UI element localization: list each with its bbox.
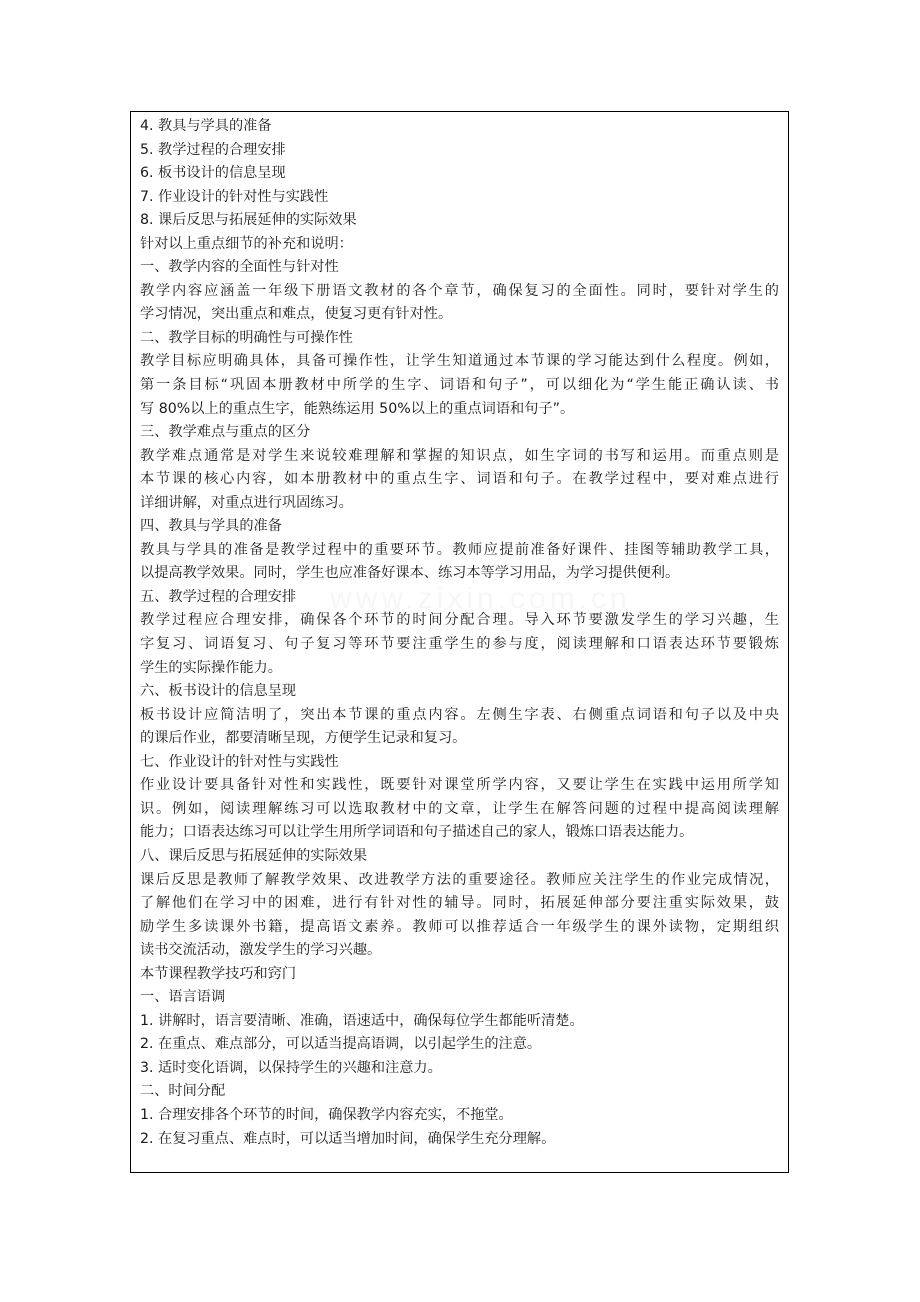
text-line: 5. 教学过程的合理安排 [140,141,286,158]
text-line: 六、板书设计的信息呈现 [140,683,297,700]
text-line: 学生的实际操作能力。 [140,659,282,676]
text-line: 第一条目标“巩固本册教材中所学的生字、词语和句子”，可以细化为“学生能正确认读、书 [140,377,779,394]
text-line: 学习情况，突出重点和难点，使复习更有针对性。 [140,306,453,323]
text-line: 本节课程教学技巧和窍门 [140,965,297,982]
text-line: 二、时间分配 [140,1083,226,1100]
text-line: 教学难点通常是对学生来说较难理解和掌握的知识点，如生字词的书写和运用。而重点则是 [140,447,779,464]
text-line: 七、作业设计的针对性与实践性 [140,753,339,770]
text-line: 详细讲解，对重点进行巩固练习。 [140,494,353,511]
text-line: 四、教具与学具的准备 [140,518,282,535]
text-line: 3. 适时变化语调，以保持学生的兴趣和注意力。 [140,1059,442,1076]
text-line: 一、教学内容的全面性与针对性 [140,259,339,276]
text-line: 针对以上重点细节的补充和说明： [140,235,353,252]
text-line: 二、教学目标的明确性与可操作性 [140,329,353,346]
text-line: 教学内容应涵盖一年级下册语文教材的各个章节，确保复习的全面性。同时，要针对学生的 [140,282,779,299]
text-line: 8. 课后反思与拓展延伸的实际效果 [140,212,357,229]
text-line: 字复习、词语复习、句子复习等环节要注重学生的参与度，阅读理解和口语表达环节要锻炼 [140,636,779,653]
text-line: 作业设计要具备针对性和实践性，既要针对课堂所学内容，又要让学生在实践中运用所学知 [140,777,779,794]
text-line: 八、课后反思与拓展延伸的实际效果 [140,847,368,864]
text-line: 2. 在复习重点、难点时，可以适当增加时间，确保学生充分理解。 [140,1130,556,1147]
document-table-cell [130,111,789,1173]
text-line: 1. 讲解时，语言要清晰、准确，语速适中，确保每位学生都能听清楚。 [140,1012,584,1029]
text-line: 课后反思是教师了解教学效果、改进教学方法的重要途径。教师应关注学生的作业完成情况， [140,871,779,888]
text-line: 了解他们在学习中的困难，进行有针对性的辅导。同时，拓展延伸部分要注重实际效果，鼓 [140,895,779,912]
text-line: 板书设计应简洁明了，突出本节课的重点内容。左侧生字表、右侧重点词语和句子以及中央 [140,706,779,723]
text-line: 6. 板书设计的信息呈现 [140,165,286,182]
text-line: 励学生多读课外书籍，提高语文素养。教师可以推荐适合一年级学生的课外读物，定期组织 [140,918,779,935]
text-line: 写 80%以上的重点生字，能熟练运用 50%以上的重点词语和句子”。 [140,400,575,417]
text-line: 2. 在重点、难点部分，可以适当提高语调，以引起学生的注意。 [140,1036,542,1053]
text-line: 教具与学具的准备是教学过程中的重要环节。教师应提前准备好课件、挂图等辅助教学工具， [140,541,779,558]
text-line: 7. 作业设计的针对性与实践性 [140,188,329,205]
text-line: 五、教学过程的合理安排 [140,588,297,605]
text-line: 三、教学难点与重点的区分 [140,424,311,441]
text-line: 以提高教学效果。同时，学生也应准备好课本、练习本等学习用品，为学习提供便利。 [140,565,680,582]
text-line: 的课后作业，都要清晰呈现，方便学生记录和复习。 [140,730,467,747]
text-line: 本节课的核心内容，如本册教材中的重点生字、词语和句子。在教学过程中，要对难点进行 [140,471,779,488]
text-line: 4. 教具与学具的准备 [140,118,272,134]
watermark: www.zixin.com.cn [330,582,631,615]
text-line: 能力；口语表达练习可以让学生用所学词语和句子描述自己的家人，锻炼口语表达能力。 [140,824,694,841]
text-line: 教学过程应合理安排，确保各个环节的时间分配合理。导入环节要激发学生的学习兴趣，生 [140,612,779,629]
text-line: 识。例如，阅读理解练习可以选取教材中的文章，让学生在解答问题的过程中提高阅读理解 [140,800,779,817]
text-line: 教学目标应明确具体，具备可操作性，让学生知道通过本节课的学习能达到什么程度。例如， [140,353,779,370]
text-line: 一、语言语调 [140,989,226,1006]
text-line: 读书交流活动，激发学生的学习兴趣。 [140,942,382,959]
text-line: 1. 合理安排各个环节的时间，确保教学内容充实，不拖堂。 [140,1106,513,1123]
